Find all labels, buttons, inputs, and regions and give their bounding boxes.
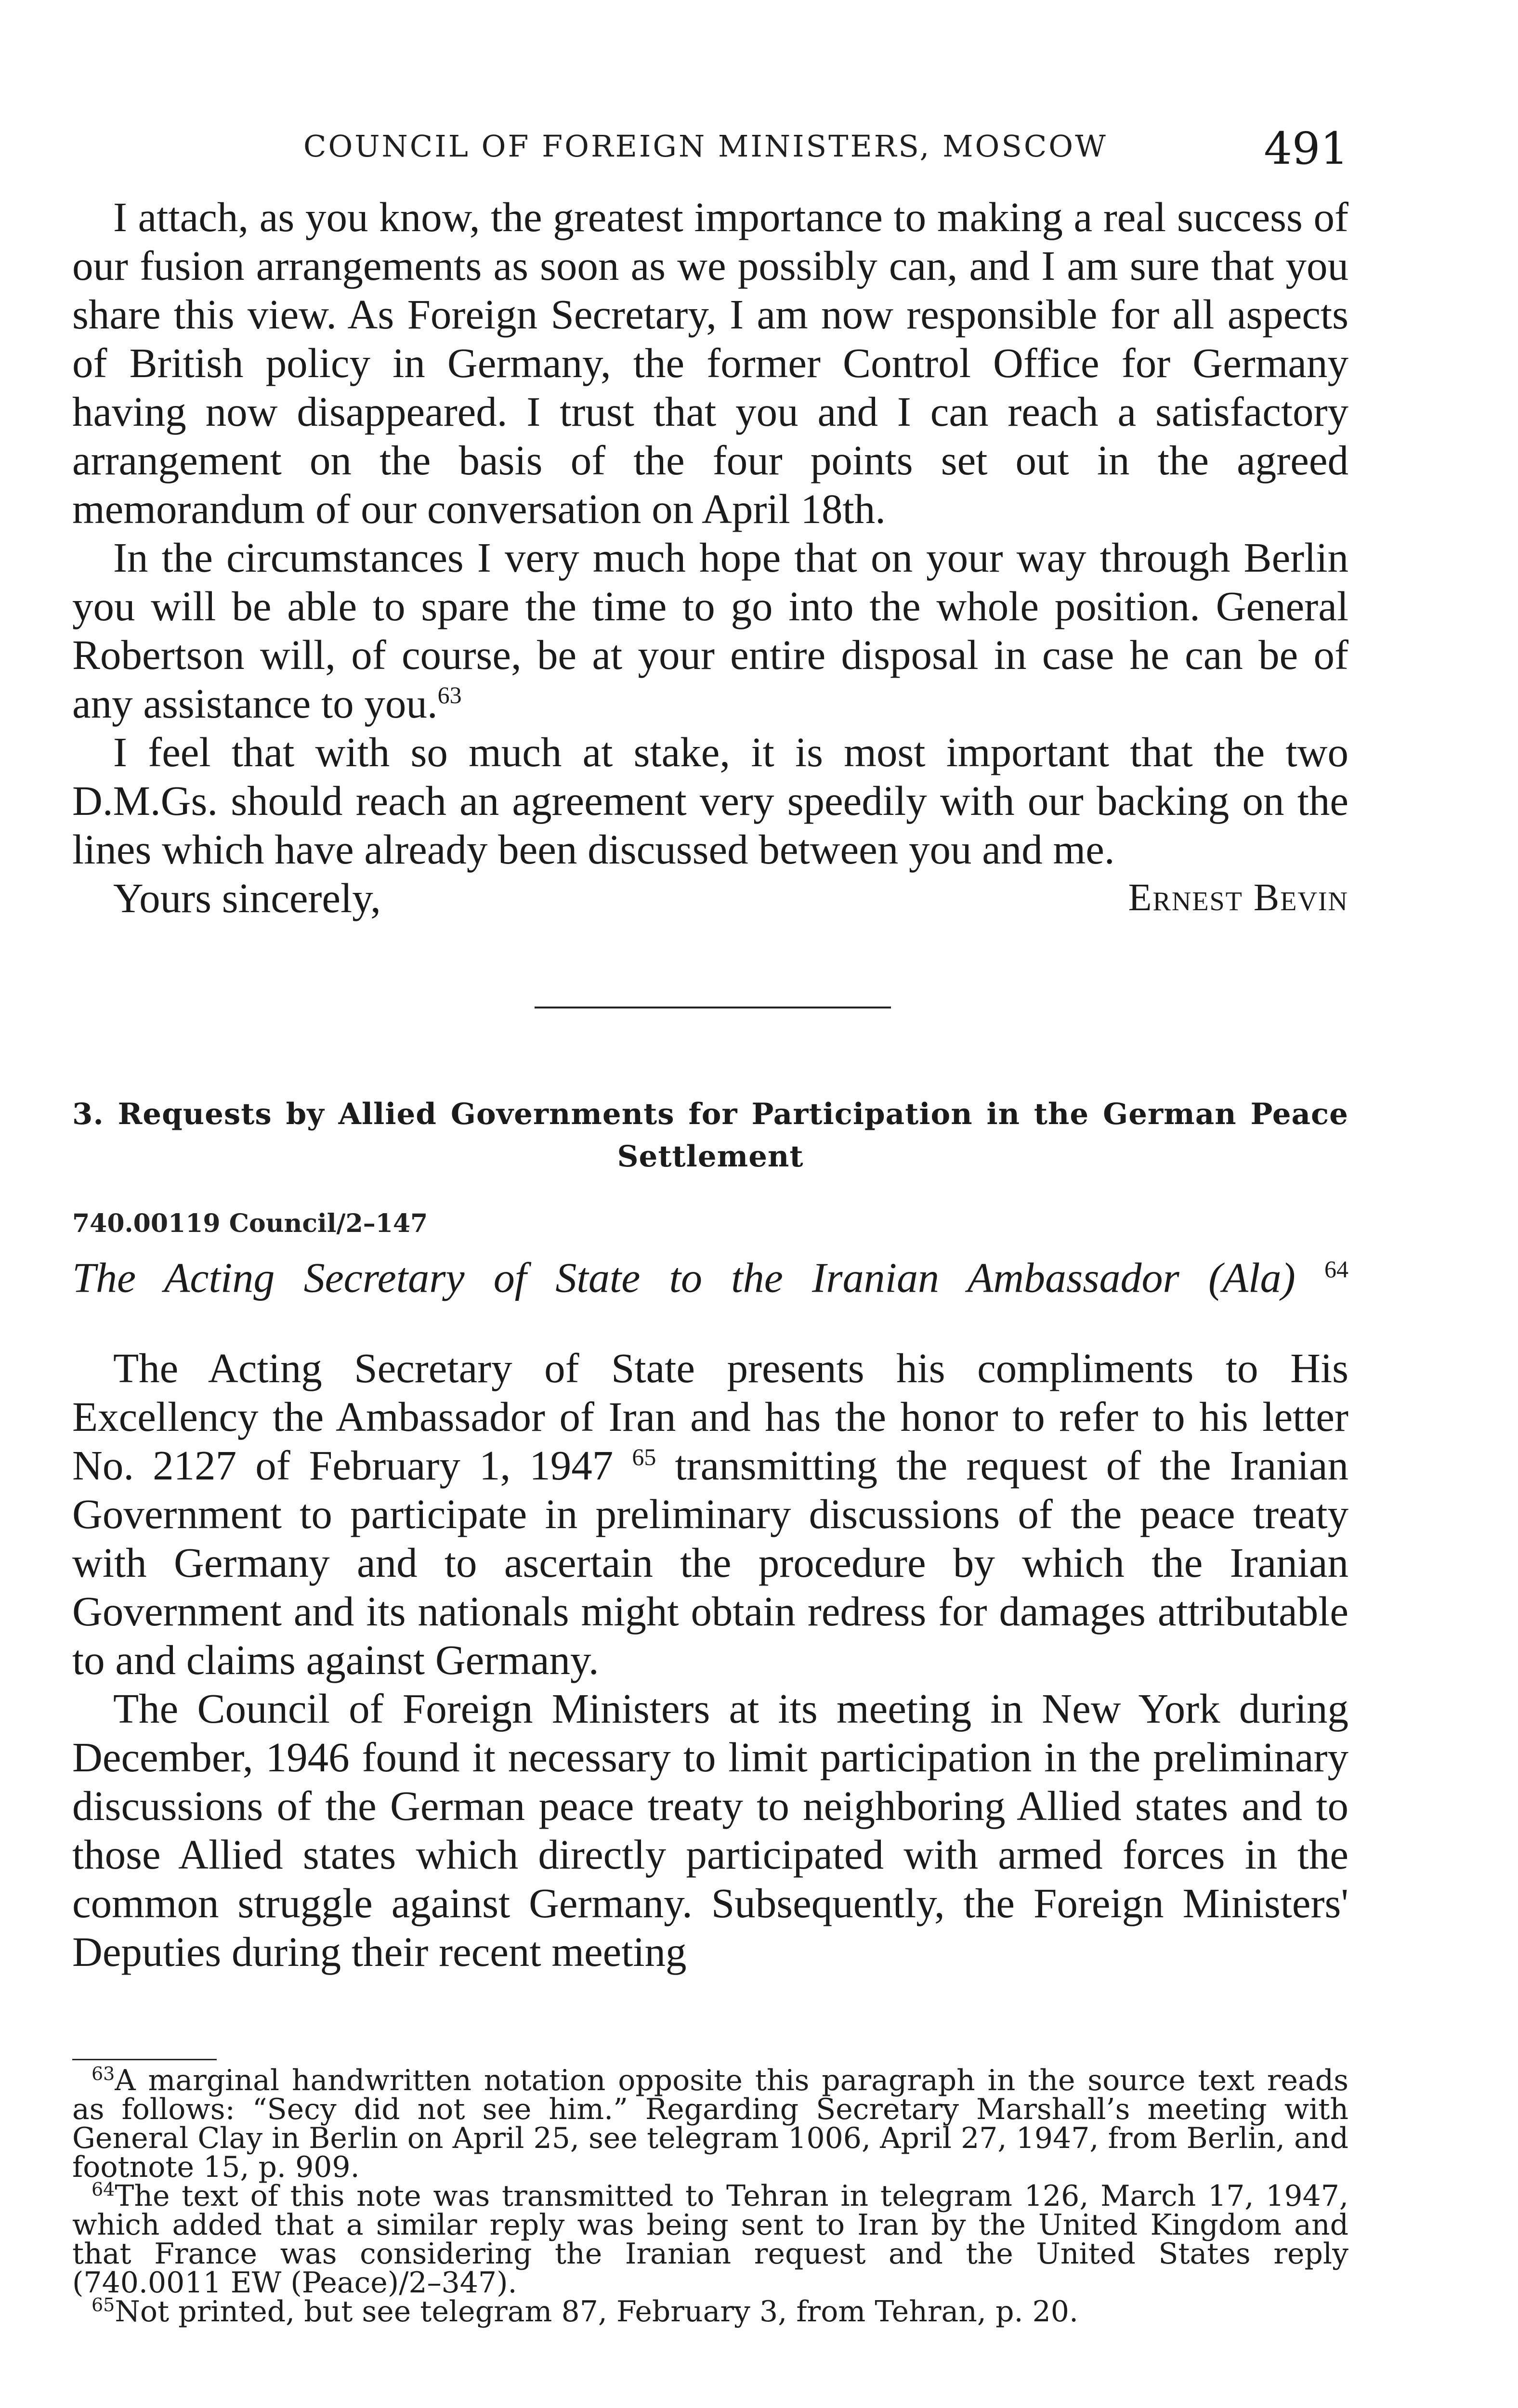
page-number: 491 <box>1264 123 1348 174</box>
footnote <box>72 2294 1348 2329</box>
signature: Ernest Bevin <box>1128 877 1348 919</box>
footnote-ref: 65 <box>632 1443 656 1470</box>
letter-body <box>72 193 1348 922</box>
note-body <box>72 1344 1348 1976</box>
section-heading: 3. Requests by Allied Governments for Participation in the German Peace Settlement <box>72 1097 1348 1174</box>
footnote-text: A marginal handwritten notation opposite this paragraph in the source text reads as follows: “Secy did not see him.” Regarding Secretary Marshall’s meeting with General Clay in Berlin on April 25, see telegram 1006, April 27, 1947, from Berlin, and footnote 15, p. 909. <box>72 2064 1348 2184</box>
closing-row <box>72 874 1348 922</box>
closing: Yours sincerely, <box>113 875 381 921</box>
footnote <box>72 2063 1348 2184</box>
letter-paragraph: I feel that with so much at stake, it is most important that the two D.M.Gs. should reach an agreement very speedily with our backing on the lines which have already been discussed between you and me. <box>72 729 1348 873</box>
footnote-ref: 63 <box>437 681 462 708</box>
section-divider <box>535 1007 891 1008</box>
document-page <box>72 0 1348 2408</box>
note-paragraph: The Council of Foreign Ministers at its meeting in New York during December, 1946 found it necessary to limit participation in the preliminary discussions of the German peace treaty to neighboring Allied states and to those Allied states which directly participated with armed forces in the common struggle against Germany. Subsequently, the Foreign Ministers' Deputies during their recent meeting <box>72 1685 1348 1975</box>
letter-paragraph <box>72 533 1348 728</box>
letter-paragraph-text: In the circumstances I very much hope that on your way through Berlin you will be able to spare the time to go into the whole position. General Robertson will, of course, be at your entire disposal in case he can be of any assistance to you. <box>72 534 1348 727</box>
footnotes <box>72 2063 1348 2329</box>
footnote-number: 64 <box>92 2179 115 2200</box>
footnote-rule <box>72 2059 217 2060</box>
note-paragraph <box>72 1344 1348 1684</box>
file-number: 740.00119 Council/2–147 <box>72 1209 428 1238</box>
letter-paragraph: I attach, as you know, the greatest importance to making a real success of our fusion arrangements as soon as we possibly can, and I am sure that you share this view. As Foreign Secretary, I am now responsible for all aspects of British policy in Germany, the former Control Office for Germany having now disappeared. I trust that you and I can reach a satisfactory arrangement on the basis of the four points set out in the agreed memorandum of our conversation on April 18th. <box>72 194 1348 532</box>
footnote <box>72 2179 1348 2300</box>
note-paragraph-text: The Acting Secretary of State presents his compliments to His Excellency the Ambassador of Iran and has the honor to refer to his letter No. 2127 of February 1, 1947 <box>72 1345 1348 1489</box>
footnote-text: Not printed, but see telegram 87, February 3, from Tehran, p. 20. <box>115 2295 1079 2329</box>
page-header <box>72 123 1348 176</box>
document-title-text: The Acting Secretary of State to the Iranian Ambassador (Ala) <box>72 1255 1296 1302</box>
footnote-ref: 64 <box>1324 1256 1348 1283</box>
footnote-text: The text of this note was transmitted to Tehran in telegram 126, March 17, 1947, which added that a similar reply was being sent to Iran by the United Kingdom and that France was considering the Iranian request and the United States reply (740.0011 EW (Peace)/2–347). <box>72 2179 1348 2300</box>
document-title <box>72 1243 1348 1305</box>
running-head: COUNCIL OF FOREIGN MINISTERS, MOSCOW <box>303 129 1108 164</box>
note-paragraph-text: transmitting the request of the Iranian Government to participate in preliminary discussions of the peace treaty with Germany and to ascertain the procedure by which the Iranian Government and its nationals might obtain redress for damages attributable to and claims against Germany. <box>72 1442 1349 1683</box>
footnote-number: 63 <box>92 2063 115 2084</box>
footnote-number: 65 <box>92 2294 115 2316</box>
